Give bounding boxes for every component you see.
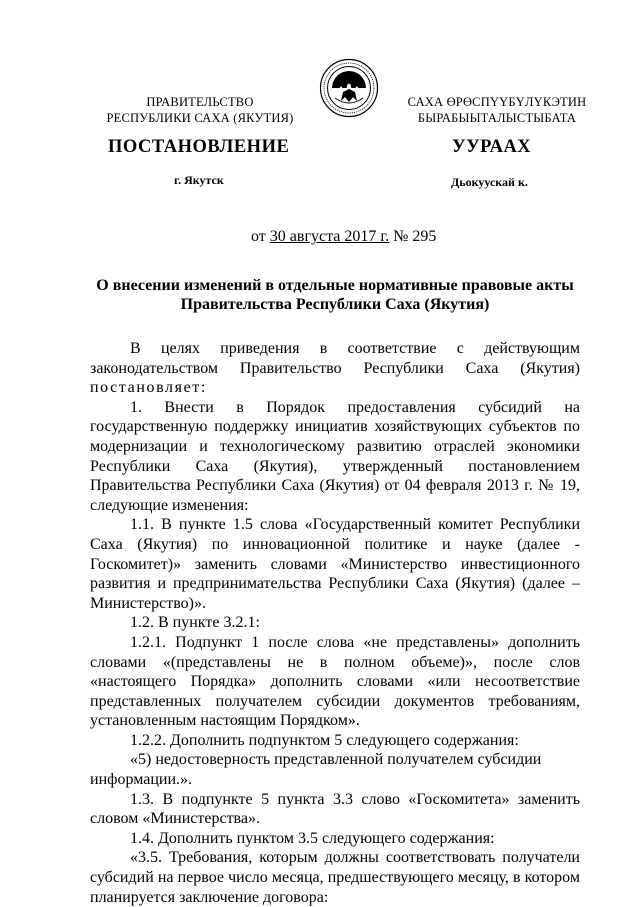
paragraph-1-2-2: 1.2.2. Дополнить подпунктом 5 следующего содержания: (130, 731, 519, 749)
date-prefix: от (251, 228, 266, 245)
paragraph-1: 1. Внести в Порядок предоставления субсидий на государственную поддержку инициатив хозяйствующих субъектов по модернизации и технологическому развитию отраслей экономики Республики Саха (Якутия), утвержденный постановлением Правительства Республики Саха (Якутия) от 04 февраля 2013 г. № 19, следующие изменения: (90, 398, 580, 514)
coat-of-arms-emblem-icon (319, 58, 379, 118)
document-title (90, 276, 580, 314)
title-line1: О внесении изменений в отдельные нормативные правовые акты (96, 277, 574, 294)
document-date: 30 августа 2017 г. (269, 228, 390, 245)
title-line2: Правительства Республики Саха (Якутия) (180, 296, 490, 313)
government-name-line1-yakut: САХА ӨРӨСПҮҮБҮЛҮКЭТИН (407, 95, 587, 109)
government-name-russian (95, 94, 305, 126)
resolution-word: постановляет: (90, 379, 207, 397)
paragraph-1-3: 1.3. В подпункте 5 пункта 3.3 слово «Госкомитета» заменить словом «Министерства». (90, 790, 580, 828)
government-name-line2: РЕСПУБЛИКИ САХА (ЯКУТИЯ) (106, 111, 294, 125)
paragraph-5-line1: «5) недостоверность представленной получателем субсидии (130, 751, 542, 769)
paragraph-1-1: 1.1. В пункте 1.5 слова «Государственный комитет Республики Саха (Якутия) по инновационной политике и науке (далее - Госкомитет)» заменить словами «Министерство инвестиционного развития и предпринимательства Республики Саха (Якутия) (далее – Министерство)». (90, 516, 580, 612)
paragraph-1-2: 1.2. В пункте 3.2.1: (130, 614, 260, 632)
paragraph-5-line2: информации.». (90, 771, 193, 789)
government-name-line1: ПРАВИТЕЛЬСТВО (146, 95, 254, 109)
city-yakut: Дьокуускай к. (451, 175, 528, 189)
intro-paragraph (90, 339, 580, 398)
date-number-line (251, 228, 436, 246)
paragraph-3-5: «3.5. Требования, которым должны соответствовать получатели субсидий на первое число месяца, предшествующего месяцу, в котором планируется заключение договора: (90, 849, 580, 906)
document-kind-russian: ПОСТАНОВЛЕНИЕ (108, 137, 290, 157)
document-kind-yakut: УУРААХ (452, 137, 532, 157)
document-number: № 295 (393, 228, 437, 245)
paragraph-1-4: 1.4. Дополнить пунктом 3.5 следующего содержания: (130, 829, 495, 847)
city-russian: г. Якутск (174, 173, 224, 187)
paragraph-1-2-1: 1.2.1. Подпункт 1 после слова «не представлены» дополнить словами «(представлены не в полном объеме)», после слов «настоящего Порядка» дополнить словами «или несоответствие представленных получателем субсидии документов требованиям, установленным настоящим Порядком». (90, 633, 580, 730)
intro-text: В целях приведения в соответствие с действующим законодательством Правительство Республики Саха (Якутия) (90, 340, 580, 377)
government-name-yakut (392, 94, 602, 126)
document-body (90, 339, 580, 907)
government-name-line2-yakut: БЫРАБЫЫТАЛЫСТЫБАТА (417, 111, 577, 125)
